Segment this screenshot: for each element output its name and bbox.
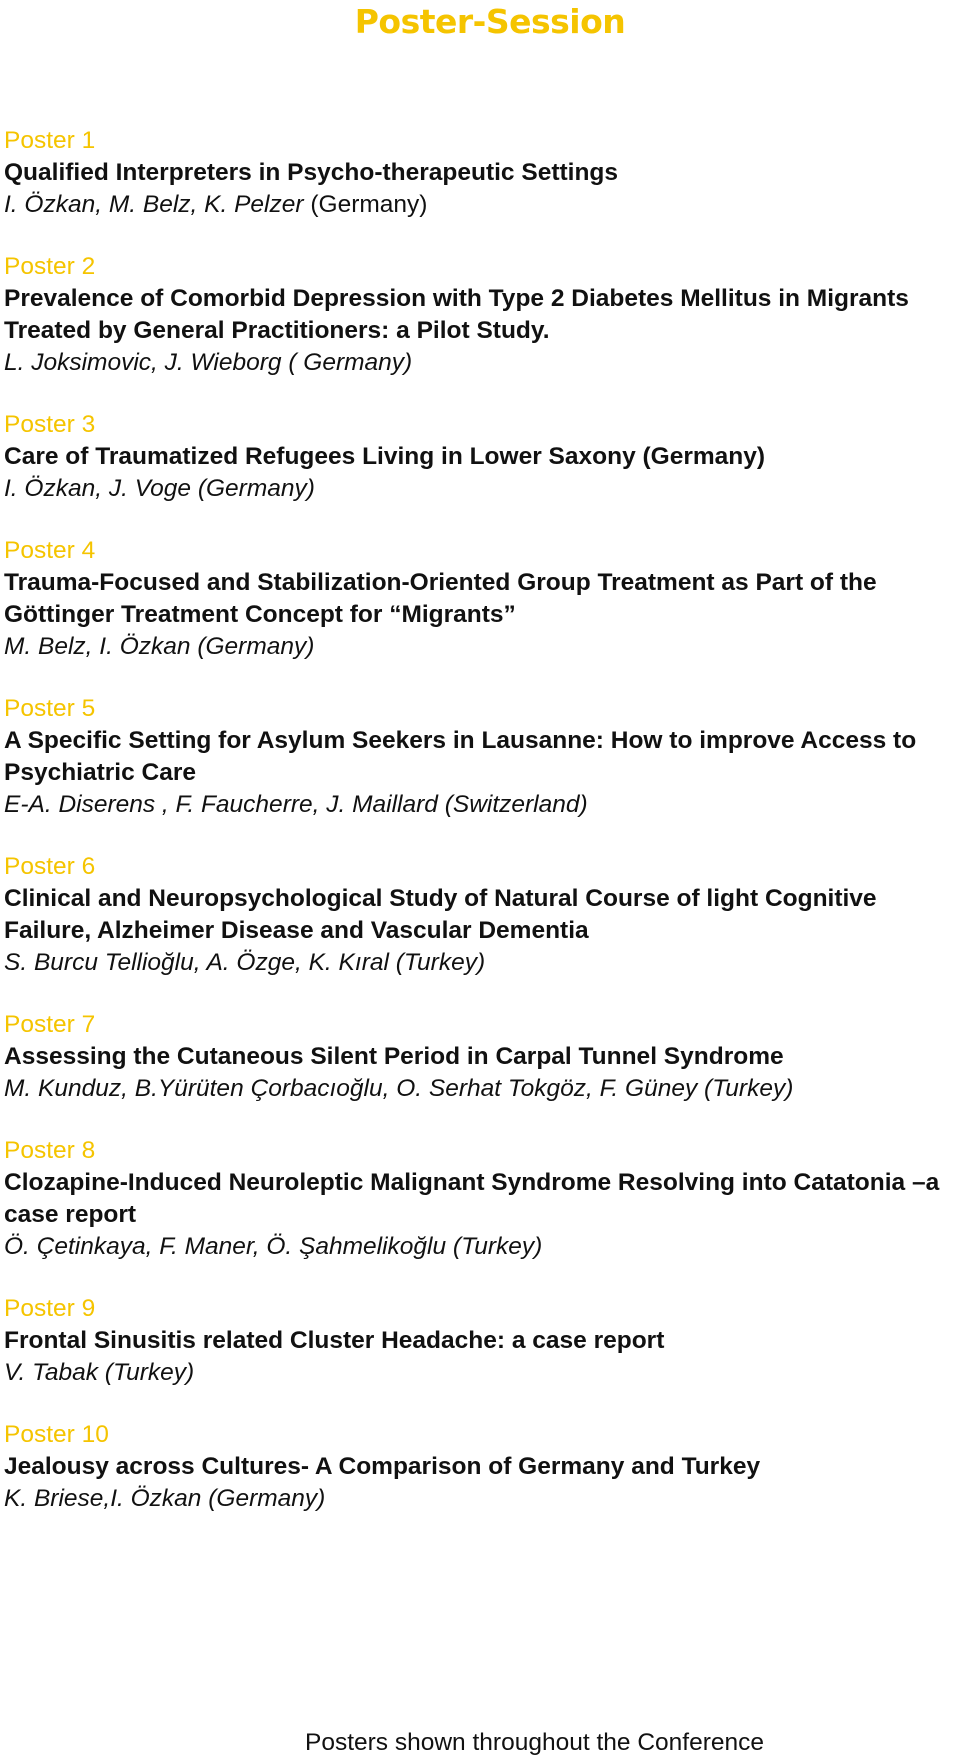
- poster-title: Jealousy across Cultures- A Comparison of Germany and Turkey: [4, 1453, 761, 1480]
- poster-authors-names: I. Özkan, M. Belz, K. Pelzer: [4, 191, 304, 218]
- poster-2: [4, 251, 954, 379]
- poster-4: [4, 535, 954, 663]
- poster-list: [4, 125, 954, 1515]
- poster-label: Poster 7: [4, 1011, 96, 1038]
- poster-authors: [4, 189, 954, 221]
- poster-title: Assessing the Cutaneous Silent Period in Carpal Tunnel Syndrome: [4, 1043, 784, 1070]
- poster-authors: V. Tabak (Turkey): [4, 1359, 195, 1386]
- poster-9: [4, 1293, 954, 1389]
- poster-title: Care of Traumatized Refugees Living in Lower Saxony (Germany): [4, 443, 766, 470]
- poster-title: Prevalence of Comorbid Depression with Type 2 Diabetes Mellitus in Migrants Treated by General Practitioners: a Pilot Study.: [4, 285, 909, 344]
- poster-authors: L. Joksimovic, J. Wieborg ( Germany): [4, 349, 413, 376]
- poster-1: [4, 125, 954, 221]
- poster-8: [4, 1135, 954, 1263]
- poster-label: Poster 8: [4, 1137, 96, 1164]
- poster-title: Clinical and Neuropsychological Study of Natural Course of light Cognitive Failure, Alzheimer Disease and Vascular Dementia: [4, 885, 877, 944]
- page-title: Poster-Session: [354, 2, 626, 41]
- poster-authors: M. Kunduz, B.Yürüten Çorbacıoğlu, O. Serhat Tokgöz, F. Güney (Turkey): [4, 1075, 794, 1102]
- poster-label: Poster 9: [4, 1295, 96, 1322]
- poster-6: [4, 851, 954, 979]
- poster-label: Poster 6: [4, 853, 96, 880]
- poster-authors: M. Belz, I. Özkan (Germany): [4, 633, 315, 660]
- poster-title: Trauma-Focused and Stabilization-Oriented Group Treatment as Part of the Göttinger Treatment Concept for “Migrants”: [4, 569, 877, 628]
- poster-authors: I. Özkan, J. Voge (Germany): [4, 475, 315, 502]
- footer-note: Posters shown throughout the Conference: [305, 1729, 764, 1756]
- poster-5: [4, 693, 954, 821]
- poster-title: A Specific Setting for Asylum Seekers in Lausanne: How to improve Access to Psychiatric Care: [4, 727, 917, 786]
- poster-label: Poster 4: [4, 537, 96, 564]
- poster-label: Poster 10: [4, 1421, 109, 1448]
- poster-7: [4, 1009, 954, 1105]
- poster-authors: S. Burcu Tellioğlu, A. Özge, K. Kıral (Turkey): [4, 949, 486, 976]
- poster-3: [4, 409, 954, 505]
- poster-authors: K. Briese,I. Özkan (Germany): [4, 1485, 326, 1512]
- poster-label: Poster 5: [4, 695, 96, 722]
- poster-10: [4, 1419, 954, 1515]
- poster-authors: Ö. Çetinkaya, F. Maner, Ö. Şahmelikoğlu (Turkey): [4, 1233, 543, 1260]
- poster-label: Poster 3: [4, 411, 96, 438]
- poster-title: Qualified Interpreters in Psycho-therapeutic Settings: [4, 159, 618, 186]
- poster-authors: E-A. Diserens , F. Faucherre, J. Maillard (Switzerland): [4, 791, 588, 818]
- poster-title: Frontal Sinusitis related Cluster Headache: a case report: [4, 1327, 665, 1354]
- poster-label: Poster 2: [4, 253, 96, 280]
- poster-title: Clozapine-Induced Neuroleptic Malignant Syndrome Resolving into Catatonia –a case report: [4, 1169, 940, 1228]
- poster-country: (Germany): [310, 191, 428, 218]
- poster-label: Poster 1: [4, 127, 96, 154]
